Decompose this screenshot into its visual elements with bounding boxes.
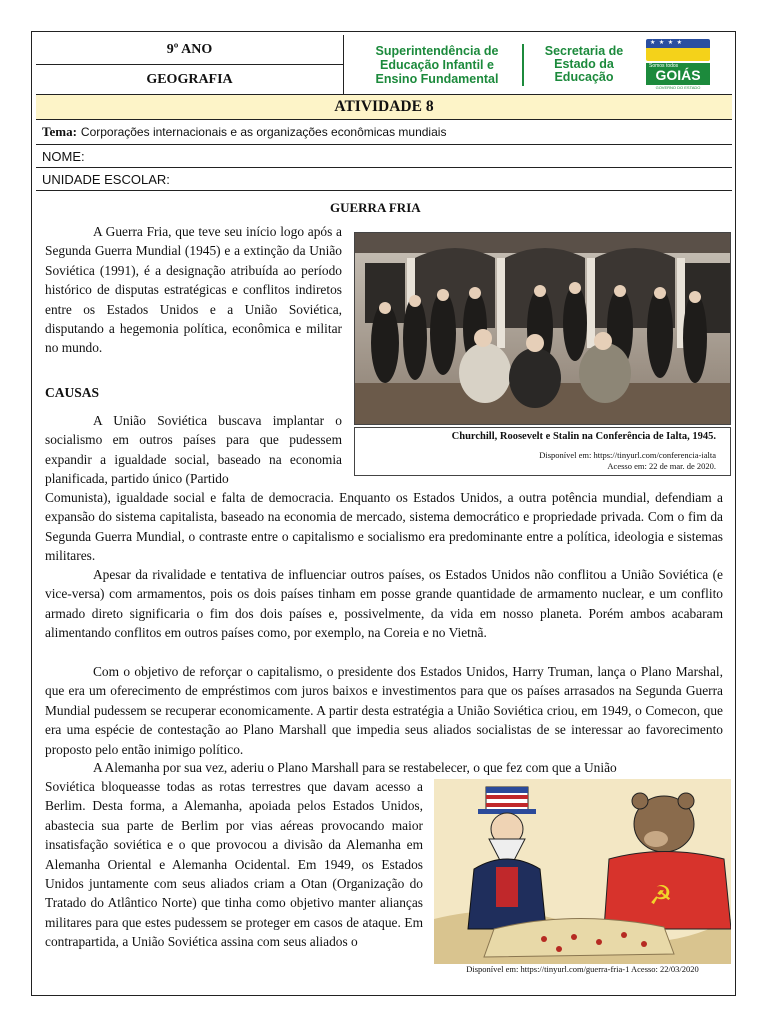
- nome-label: NOME:: [42, 148, 85, 164]
- header-table: [36, 35, 732, 191]
- section-title: GUERRA FRIA: [330, 200, 421, 215]
- goias-logo: [646, 39, 710, 91]
- unidade-label: UNIDADE ESCOLAR:: [42, 171, 170, 187]
- yalta-conference-photo: [354, 232, 731, 425]
- cartoon-caption: Disponível em: https://tinyurl.com/guerra-fria-1 Acesso: 22/03/2020: [466, 964, 699, 974]
- paragraph-2: Apesar da rivalidade e tentativa de influenciar outros países, os Estados Unidos não conflitou a União Soviética (e vice-versa) com armamentos, pois os dois países tinham em posse grande quantidade de armamento nuclear, e um conflito armado direto significaria o fim dos dois países e, possivelmente, da vida em nosso planeta. Porém ambos acabaram alimentando conflitos em outros países como, por exemplo, na Coreia e no Vietnã.: [45, 567, 723, 641]
- flag-icon: [646, 39, 710, 61]
- secretariat-label: Secretaria de Estado da Educação: [544, 44, 624, 84]
- intro-paragraph: A Guerra Fria, que teve seu início logo após a Segunda Guerra Mundial (1945) e a extinção da União Soviética (1991), é a designação atribuída ao período histórico de disputas estratégicas e conflitos indiretos entre os Estados Unidos e a União Soviética, disputando a hegemonia política, econômica e militar no mundo.: [45, 224, 342, 356]
- paragraph-4-bottom: Soviética bloqueasse todas as rotas terrestres que davam acesso a Berlim. Desta forma, a Alemanha, apoiada pelos Estados Unidos, abastecia sua parte de Berlim por vias aéreas provocando maior insatisfação soviética e o que provocou a divisão da Alemanha em Alemanha Oriental e Alemanha Ocidental. Em 1949, os Estados Unidos juntamente com seus aliados criam a Otan (Organização do Tratado do Atlântico Norte) que tinha como objetivo manter alianças militares para que estes pudessem se proteger em casos de ataque. Em contrapartida, a União Soviética assina com seus aliados o: [45, 779, 423, 950]
- logo-footer: GOVERNO DO ESTADO: [655, 84, 701, 90]
- paragraph-3: Com o objetivo de reforçar o capitalismo, o presidente dos Estados Unidos, Harry Truman, lança o Plano Marshal, que era um oferecimento de empréstimos com juros baixos e investimentos para que os países arrasados na Segunda Guerra Mundial pudessem se recuperar economicamente. A partir desta estratégia a União Soviética criou, em 1949, o Comecon, que era uma espécie de contestação ao Plano Marshall que impedia seus aliados socialistas de se interessar ao favorecimento proposto pelo então inimigo político.: [45, 664, 723, 757]
- divider: [522, 44, 524, 86]
- nome-field[interactable]: [36, 145, 732, 168]
- tema-label: Tema:: [42, 124, 77, 139]
- causas-title: CAUSAS: [45, 385, 100, 400]
- cold-war-cartoon: [434, 779, 731, 964]
- logo-small-text: Somos todos: [649, 62, 679, 69]
- causas-paragraph-bottom: Comunista), igualdade social e falta de democracia. Enquanto os Estados Unidos, a outra potência mundial, defendiam a expansão do sistema capitalista, baseado na economia de mercado, sistema democrático e propriedade privada. Com o fim da Segunda Guerra Mundial, o contraste entre o capitalismo e socialismo era predominante entre a política, ideologia e sistemas militares.: [45, 490, 723, 564]
- activity-title: ATIVIDADE 8: [36, 95, 732, 120]
- causas-paragraph-top: A União Soviética buscava implantar o socialismo em outros países para que pudessem expandir a igualdade social, baseado na economia planificada, partido único (Partido: [45, 413, 342, 487]
- unidade-escolar-field[interactable]: [36, 168, 732, 191]
- photo-caption-box: [354, 427, 731, 476]
- superintendency-label: Superintendência de Educação Infantil e Ensino Fundamental: [375, 43, 499, 86]
- photo-source: Disponível em: https://tinyurl.com/conferencia-ialta Acesso em: 22 de mar. de 2020.: [539, 450, 716, 471]
- photo-caption: Churchill, Roosevelt e Stalin na Conferência de Ialta, 1945.: [451, 431, 716, 442]
- tema-text: Corporações internacionais e as organizações econômicas mundiais: [80, 125, 447, 139]
- paragraph-4-top: A Alemanha por sua vez, aderiu o Plano Marshall para se restabelecer, o que fez com que a União: [93, 760, 617, 775]
- svg-text:☭: ☭: [649, 881, 673, 911]
- logo-name: GOIÁS: [655, 66, 701, 83]
- tema-row: [36, 120, 732, 145]
- subject-label: GEOGRAFIA: [146, 71, 233, 87]
- grade-label: 9º ANO: [36, 35, 343, 65]
